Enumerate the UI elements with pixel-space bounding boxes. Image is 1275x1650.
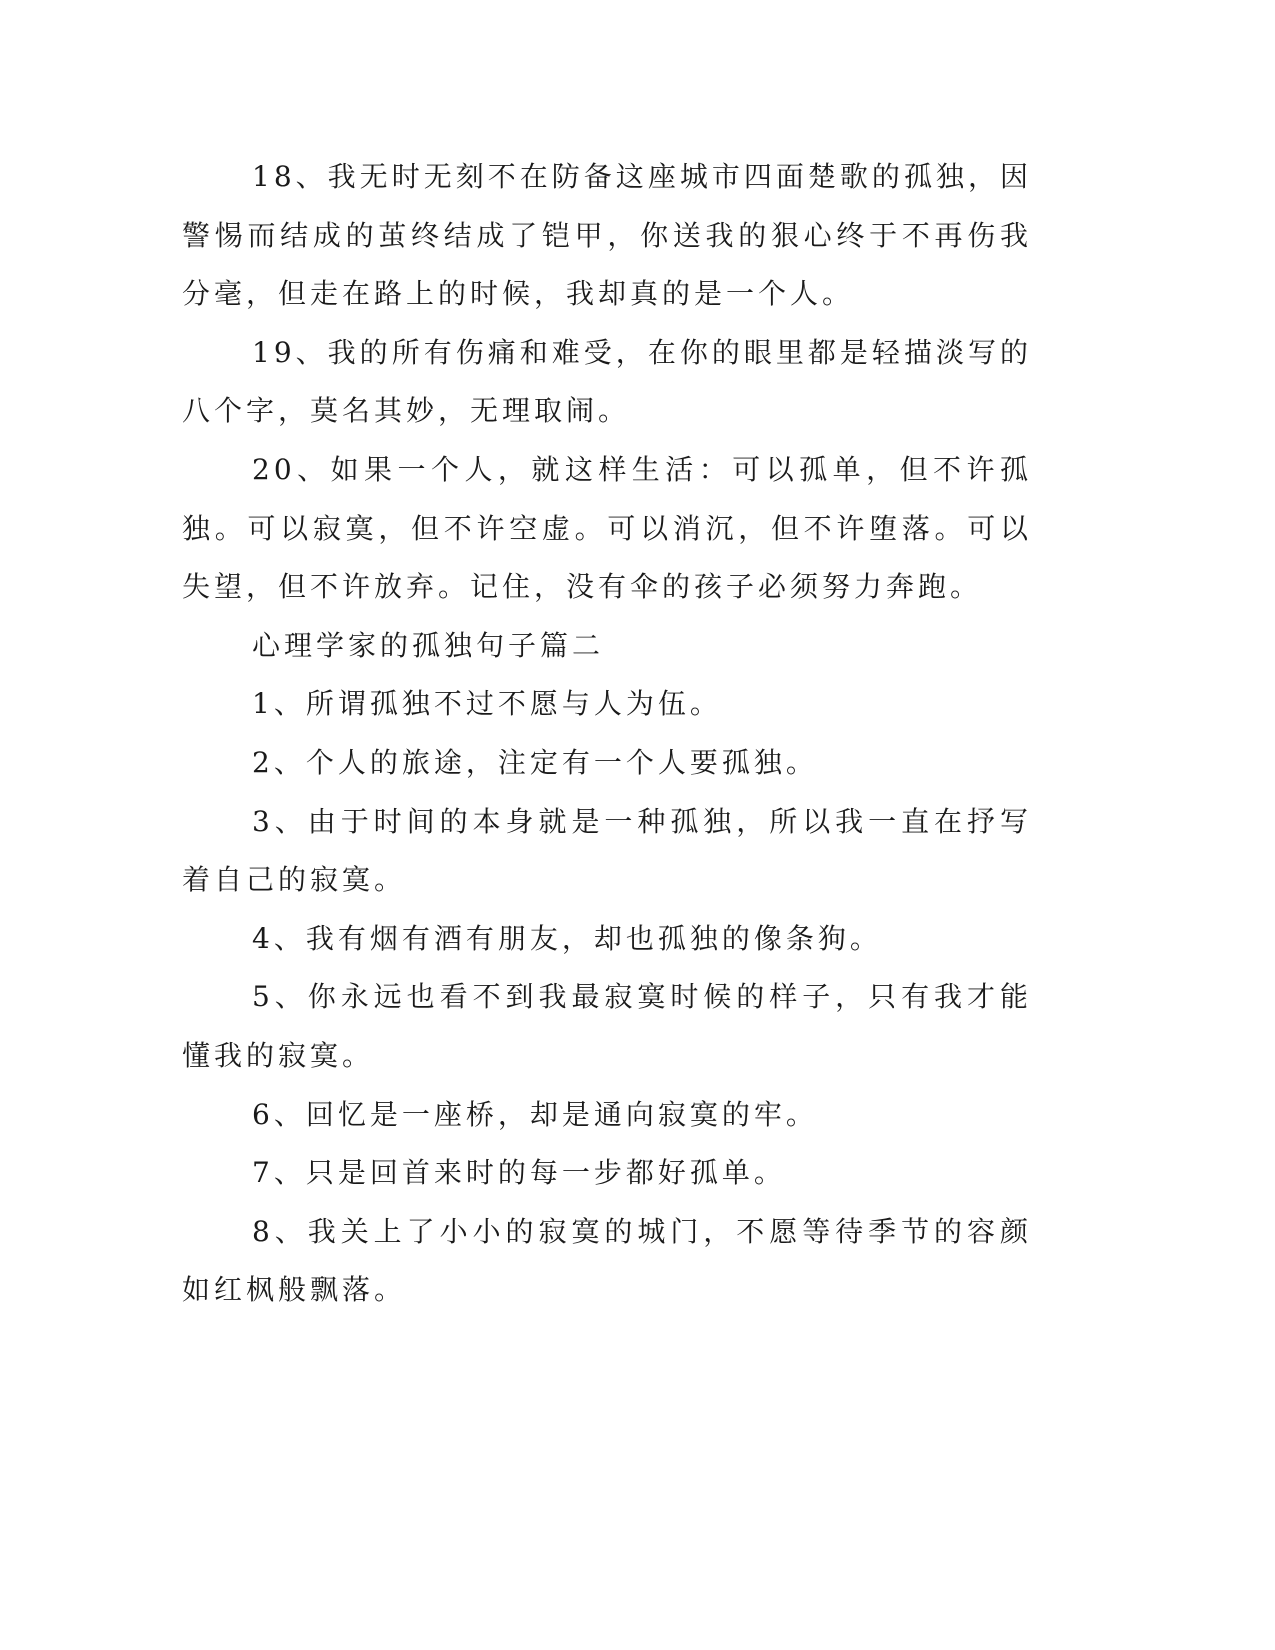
paragraph-20: 20、如果一个人，就这样生活：可以孤单，但不许孤独。可以寂寞，但不许空虚。可以消沉，但不许堕落。可以失望，但不许放弃。记住，没有伞的孩子必须努力奔跑。 bbox=[182, 452, 1032, 604]
paragraph-6: 6、回忆是一座桥，却是通向寂寞的牢。 bbox=[252, 1097, 818, 1131]
paragraph-7: 7、只是回首来时的每一步都好孤单。 bbox=[252, 1156, 786, 1190]
paragraph-18: 18、我无时无刻不在防备这座城市四面楚歌的孤独，因警惕而结成的茧终结成了铠甲，你送我的狠心终于不再伤我分毫，但走在路上的时候，我却真的是一个人。 bbox=[182, 160, 1032, 311]
paragraph-19: 19、我的所有伤痛和难受，在你的眼里都是轻描淡写的八个字，莫名其妙，无理取闹。 bbox=[182, 335, 1032, 428]
document-body bbox=[182, 148, 1032, 1320]
paragraph-1: 1、所谓孤独不过不愿与人为伍。 bbox=[252, 687, 722, 721]
paragraph-4: 4、我有烟有酒有朋友，却也孤独的像条狗。 bbox=[252, 921, 882, 955]
section-heading: 心理学家的孤独句子篇二 bbox=[252, 628, 605, 662]
paragraph-2: 2、个人的旅途，注定有一个人要孤独。 bbox=[252, 745, 818, 779]
paragraph-5: 5、你永远也看不到我最寂寞时候的样子，只有我才能懂我的寂寞。 bbox=[182, 980, 1032, 1072]
paragraph-8: 8、我关上了小小的寂寞的城门，不愿等待季节的容颜如红枫般飘落。 bbox=[182, 1214, 1032, 1307]
paragraph-3: 3、由于时间的本身就是一种孤独，所以我一直在抒写着自己的寂寞。 bbox=[182, 804, 1032, 897]
